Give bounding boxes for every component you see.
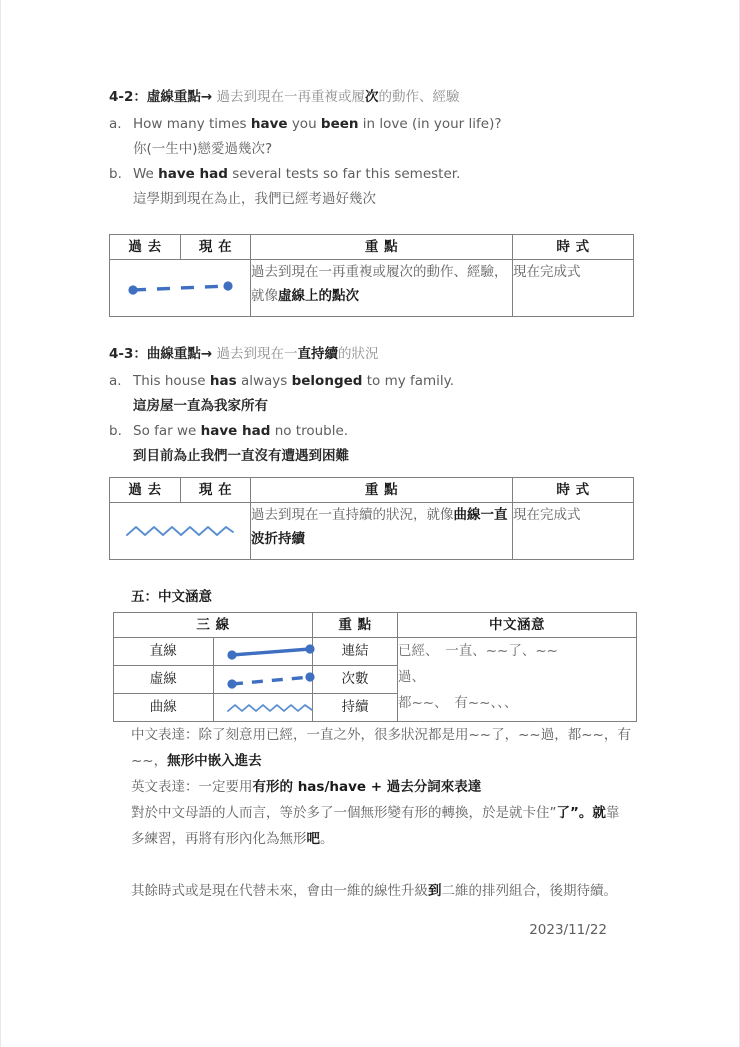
section-4-3-desc-2: 的狀況 [338, 346, 379, 362]
section-4-2-desc-2: 的動作、經驗 [378, 89, 460, 105]
section-4-3-desc-1: 過去到現在一 [216, 346, 298, 362]
th-focus: 重 點 [251, 478, 513, 503]
list-item-english: So far we have had no trouble. [133, 423, 349, 439]
section-4-2-label: 4-2：虛線重點 [109, 89, 201, 105]
table-header-row [110, 478, 634, 503]
note-line-1: 中文表達：除了刻意用已經，一直之外，很多狀況都是用~~了，~~過，都~~，有~~，無形中嵌入進去 [131, 727, 631, 769]
cell-line-name: 直線 [114, 638, 214, 666]
wavy-line-icon [111, 503, 250, 559]
cell-chinese-meaning [398, 638, 637, 722]
list-item-english: This house has always belonged to my family. [133, 373, 455, 389]
note-line-2: 英文表達：一定要用有形的 has/have + 過去分詞來表達 [131, 779, 482, 795]
cell-dashed-line-graphic [213, 666, 313, 694]
th-present: 現 在 [181, 235, 251, 260]
section-4-3-heading [109, 343, 641, 365]
table-header-row [110, 235, 634, 260]
section-5-heading: 五：中文涵意 [131, 589, 212, 605]
list-item-chinese: 到目前為止我們一直沒有遭遇到困難 [133, 448, 349, 464]
meaning-line: 過、 [398, 669, 425, 685]
list-item-chinese: 你(一生中)戀愛過幾次? [133, 141, 273, 157]
th-present: 現 在 [181, 478, 251, 503]
section-4-3-label: 4-3：曲線重點 [109, 346, 201, 362]
cell-wavy-line-graphic [213, 694, 313, 722]
table-row [114, 638, 637, 666]
list-item [109, 162, 641, 187]
list-item-chinese: 這房屋一直為我家所有 [133, 398, 268, 414]
list-marker: b. [109, 423, 122, 439]
list-marker: b. [109, 166, 122, 182]
table-row [110, 260, 634, 317]
cell-tense: 現在完成式 [513, 260, 634, 317]
th-past: 過 去 [110, 478, 181, 503]
dashed-line-with-dots-icon [111, 260, 250, 316]
section-4-3-desc-bold: 直持續 [297, 346, 338, 362]
table-row [110, 503, 634, 560]
section-4-2-desc-1: 過去到現在一再重複或履 [216, 89, 365, 105]
meaning-line: 已經、 一直、~~了、~~ [398, 643, 558, 659]
th-focus: 重 點 [251, 235, 513, 260]
list-marker: a. [109, 116, 122, 132]
cell-focus-text: 過去到現在一再重複或履次的動作、經驗，就像虛線上的點次 [251, 260, 513, 317]
section-4-2-heading [109, 86, 641, 108]
list-item [109, 369, 641, 394]
cell-focus: 連結 [313, 638, 398, 666]
th-tense: 時 式 [513, 478, 634, 503]
cell-wavy-line-graphic [110, 503, 251, 560]
th-three-lines: 三 線 [114, 613, 313, 638]
document-content [109, 86, 641, 942]
table-4-3 [109, 477, 634, 560]
cell-solid-line-graphic [213, 638, 313, 666]
section-4-2-desc-bold: 次 [365, 89, 379, 105]
table-4-2 [109, 234, 634, 317]
table-header-row [114, 613, 637, 638]
table-chinese-meaning [113, 612, 637, 722]
th-focus: 重 點 [313, 613, 398, 638]
cell-focus: 次數 [313, 666, 398, 694]
cell-tense: 現在完成式 [513, 503, 634, 560]
cell-line-name: 虛線 [114, 666, 214, 694]
th-meaning: 中文涵意 [398, 613, 637, 638]
list-item-english: How many times have you been in love (in your life)? [133, 116, 502, 132]
cell-dashed-line-graphic [110, 260, 251, 317]
th-tense: 時 式 [513, 235, 634, 260]
list-item-english: We have had several tests so far this semester. [133, 166, 461, 182]
list-item-chinese: 這學期到現在為止，我們已經考過好幾次 [133, 191, 376, 207]
section-4-3-arrow: → [200, 346, 213, 362]
document-date: 2023/11/22 [529, 922, 607, 938]
th-past: 過 去 [110, 235, 181, 260]
list-item [109, 112, 641, 137]
list-item [109, 419, 641, 444]
note-closing: 其餘時式或是現在代替未來，會由一維的線性升級到二維的排列組合，後期待續。 [131, 883, 617, 899]
list-marker: a. [109, 373, 122, 389]
cell-line-name: 曲線 [114, 694, 214, 722]
cell-focus-text: 過去到現在一直持續的狀況，就像曲線一直波折持續 [251, 503, 513, 560]
cell-focus: 持續 [313, 694, 398, 722]
section-4-2-arrow: → [200, 89, 213, 105]
meaning-line: 都~~、 有~~、、、 [398, 695, 518, 711]
note-line-3: 對於中文母語的人而言，等於多了一個無形變有形的轉換，於是就卡住”了”。就靠多練習，再將有形內化為無形吧。 [131, 805, 620, 847]
